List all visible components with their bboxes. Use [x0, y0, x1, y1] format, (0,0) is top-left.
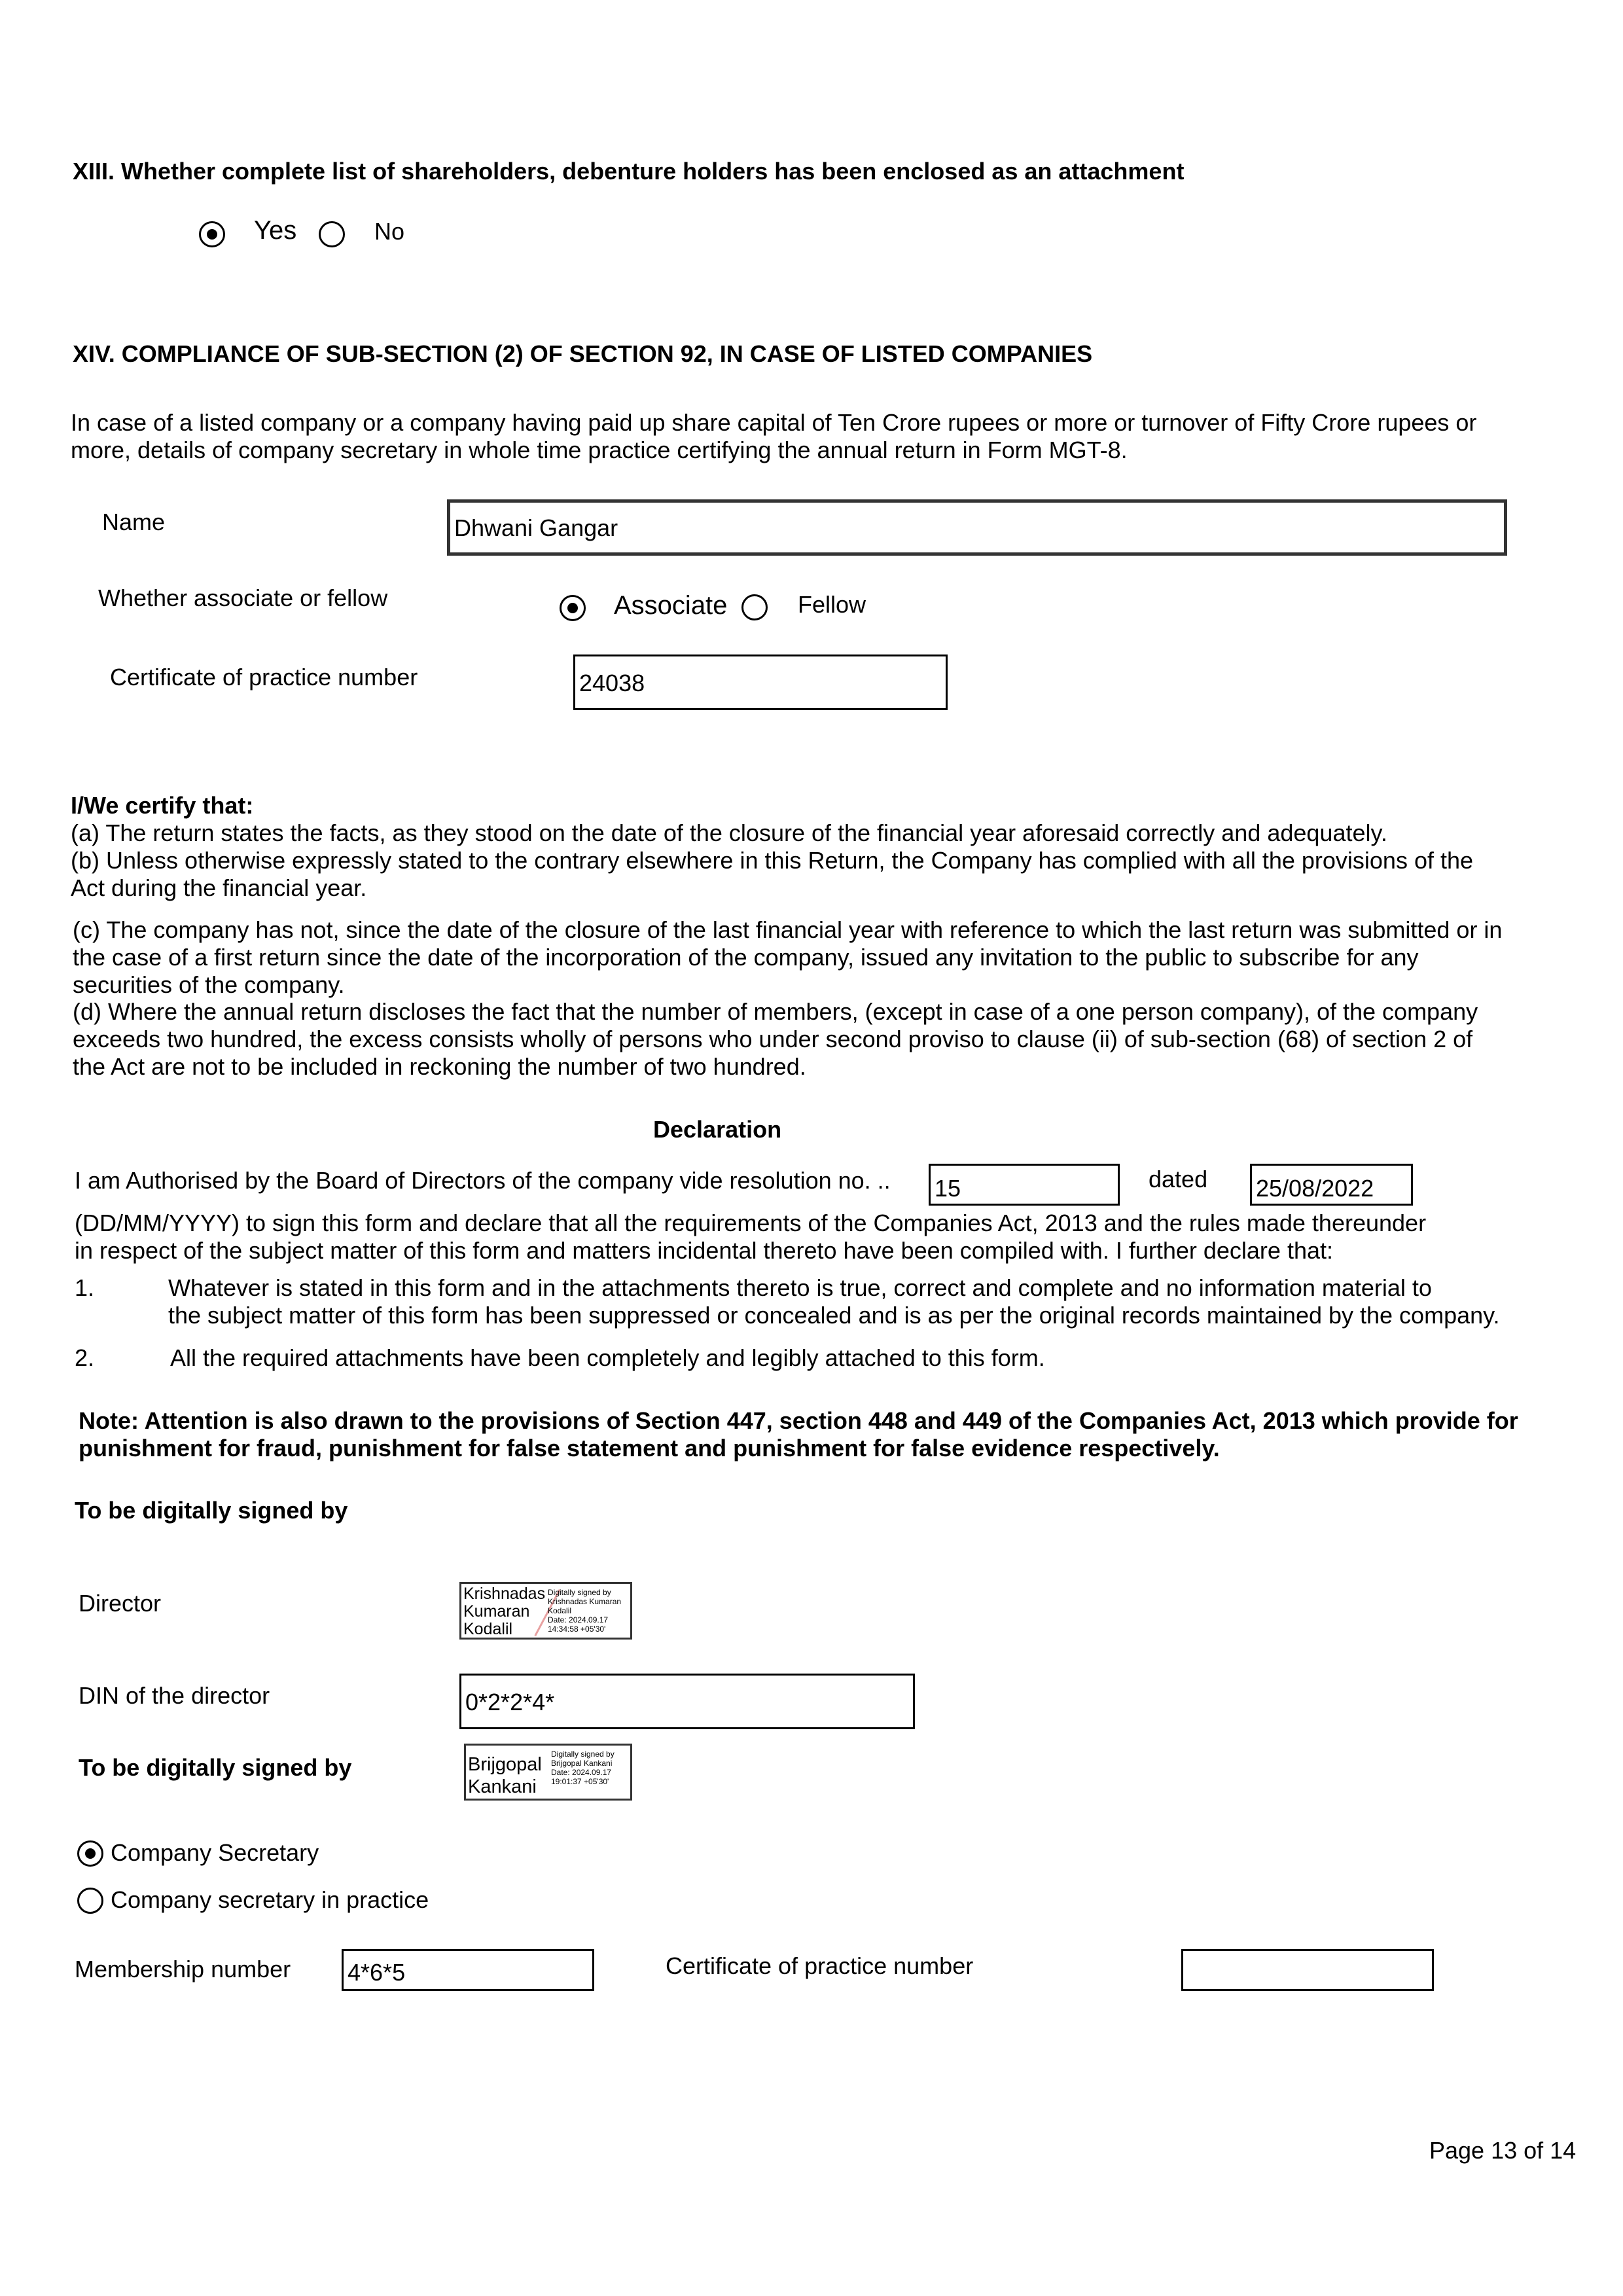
section-14-intro-line-1: In case of a listed company or a company having paid up share capital of Ten Crore rupees or more or turnover of Fifty Crore rupees or: [71, 409, 1477, 436]
associate-or-fellow-label: Whether associate or fellow: [98, 584, 388, 611]
secretary-signature-info: Digitally signed by Brijgopal Kankani Date: 2024.09.17 19:01:37 +05'30': [551, 1749, 615, 1786]
director-signature-name: Krishnadas Kumaran Kodalil: [463, 1585, 546, 1638]
no-label: No: [374, 218, 405, 245]
section-13-heading: XIII. Whether complete list of shareholders, debenture holders has been enclosed as an attachment: [73, 158, 1185, 185]
name-field[interactable]: Dhwani Gangar: [447, 499, 1507, 556]
cop-field[interactable]: 24038: [573, 655, 948, 710]
company-secretary-in-practice-radio[interactable]: [77, 1888, 103, 1914]
to-be-signed-heading-2: To be digitally signed by: [79, 1754, 352, 1781]
company-secretary-radio[interactable]: [77, 1840, 103, 1867]
secretary-cop-field[interactable]: [1181, 1949, 1434, 1991]
declaration-item-1-number: 1.: [75, 1274, 95, 1301]
company-secretary-in-practice-label: Company secretary in practice: [111, 1886, 429, 1913]
page-number: Page 13 of 14: [1429, 2137, 1577, 2164]
yes-label: Yes: [254, 216, 297, 245]
associate-radio[interactable]: [560, 595, 586, 621]
resolution-number-field[interactable]: 15: [929, 1164, 1120, 1206]
declaration-heading: Declaration: [653, 1116, 782, 1143]
certify-d-line-1: (d) Where the annual return discloses the fact that the number of members, (except in case of a one person company), of the company: [73, 998, 1478, 1025]
no-radio[interactable]: [319, 221, 345, 247]
certify-heading: I/We certify that:: [71, 792, 254, 819]
secretary-digital-signature: [464, 1744, 632, 1801]
associate-label: Associate: [614, 591, 728, 620]
certify-c-line-1: (c) The company has not, since the date of the closure of the last financial year with reference to which the last return was submitted or in: [73, 916, 1503, 943]
declaration-item-2-number: 2.: [75, 1344, 95, 1371]
director-signature-info: Digitally signed by Krishnadas Kumaran Kodalil Date: 2024.09.17 14:34:58 +05'30': [548, 1588, 622, 1634]
section-14-heading: XIV. COMPLIANCE OF SUB-SECTION (2) OF SECTION 92, IN CASE OF LISTED COMPANIES: [73, 340, 1093, 367]
secretary-cop-label: Certificate of practice number: [666, 1952, 974, 1979]
name-label: Name: [102, 509, 166, 535]
certify-d-line-2: exceeds two hundred, the excess consists wholly of persons who under second proviso to clause (ii) of sub-section (68) of section 2 of: [73, 1026, 1473, 1052]
declaration-line-3: in respect of the subject matter of this form and matters incidental thereto have been compiled with. I further declare that:: [75, 1237, 1333, 1264]
to-be-signed-heading-1: To be digitally signed by: [75, 1497, 348, 1524]
date-field[interactable]: 25/08/2022: [1250, 1164, 1413, 1206]
fellow-label: Fellow: [798, 591, 866, 618]
certify-d-line-3: the Act are not to be included in reckoning the number of two hundred.: [73, 1053, 806, 1080]
declaration-line-2: (DD/MM/YYYY) to sign this form and declare that all the requirements of the Companies Act, 2013 and the rules made thereunder: [75, 1210, 1427, 1236]
company-secretary-label: Company Secretary: [111, 1839, 319, 1866]
dated-label: dated: [1149, 1166, 1208, 1193]
section-14-intro-line-2: more, details of company secretary in whole time practice certifying the annual return in Form MGT-8.: [71, 437, 1128, 463]
note-line-2: punishment for fraud, punishment for false statement and punishment for false evidence respectively.: [79, 1435, 1220, 1462]
declaration-line-1: I am Authorised by the Board of Directors of the company vide resolution no. ..: [75, 1167, 891, 1194]
din-field[interactable]: 0*2*2*4*: [459, 1674, 915, 1729]
certify-b-line-2: Act during the financial year.: [71, 874, 367, 901]
director-label: Director: [79, 1590, 162, 1617]
declaration-item-2: All the required attachments have been completely and legibly attached to this form.: [170, 1344, 1045, 1371]
fellow-radio[interactable]: [741, 594, 768, 620]
certify-c-line-3: securities of the company.: [73, 971, 345, 998]
declaration-item-1-line-1: Whatever is stated in this form and in the attachments thereto is true, correct and complete and no information material to: [168, 1274, 1432, 1301]
declaration-item-1-line-2: the subject matter of this form has been suppressed or concealed and is as per the original records maintained by the company.: [168, 1302, 1500, 1329]
certify-a: (a) The return states the facts, as they stood on the date of the closure of the financial year aforesaid correctly and adequately.: [71, 819, 1387, 846]
din-label: DIN of the director: [79, 1682, 270, 1709]
yes-radio[interactable]: [199, 221, 225, 247]
certify-c-line-2: the case of a first return since the date of the incorporation of the company, issued any invitation to the public to subscribe for any: [73, 944, 1419, 971]
cop-label: Certificate of practice number: [110, 664, 418, 691]
director-digital-signature: [459, 1582, 632, 1640]
secretary-signature-name: Brijgopal Kankani: [468, 1754, 542, 1797]
membership-number-label: Membership number: [75, 1956, 291, 1982]
note-line-1: Note: Attention is also drawn to the provisions of Section 447, section 448 and 449 of the Companies Act, 2013 which provide for: [79, 1407, 1518, 1434]
certify-b-line-1: (b) Unless otherwise expressly stated to the contrary elsewhere in this Return, the Company has complied with all the provisions of the: [71, 847, 1474, 874]
membership-number-field[interactable]: 4*6*5: [342, 1949, 594, 1991]
